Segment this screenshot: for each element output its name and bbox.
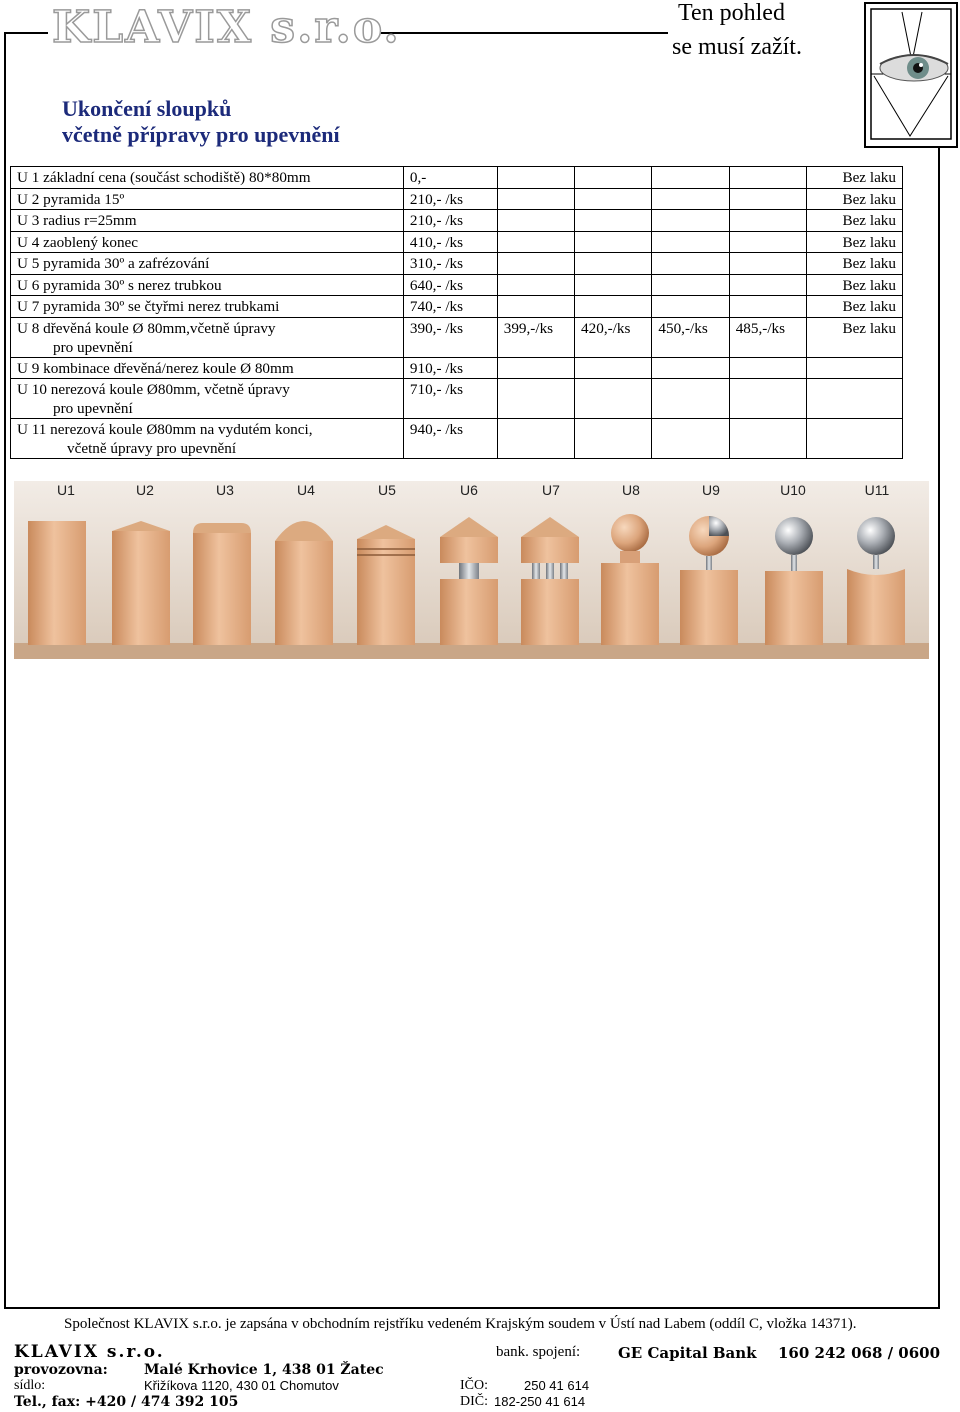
price-variant-cell [729,231,806,253]
item-name-cell [11,210,404,232]
post-u2 [112,521,170,645]
post-label: U2 [136,482,154,498]
table-row [11,296,903,318]
table-row [11,210,903,232]
item-name: U 5 pyramida 30º a zafrézování [17,255,210,272]
price-variant-cell: 420,-/ks [575,317,652,357]
ico-value: 250 41 614 [524,1378,590,1393]
price-variant-cell [729,419,806,459]
price-variant-cell [575,419,652,459]
item-name-cell [11,379,404,419]
item-name: U 7 pyramida 30º se čtyřmi nerez trubkami [17,298,280,315]
table-row [11,419,903,459]
table-row [11,317,903,357]
post-label: U4 [297,482,315,498]
finish-cell: Bez laku [807,253,903,275]
item-name: U 4 zaoblený konec [17,233,139,251]
price-cell: 940,- /ks [403,419,497,459]
price-cell: 0,- [403,167,497,189]
finish-cell [807,357,903,379]
price-variant-cell [575,296,652,318]
price-variant-cell [497,357,574,379]
finish-cell: Bez laku [807,274,903,296]
item-name-cell [11,231,404,253]
post-u3 [193,523,251,645]
finish-cell: Bez laku [807,296,903,318]
seat-address: Křižíkova 1120, 430 01 Chomutov [144,1378,339,1393]
title-line-2: včetně přípravy pro upevnění [62,122,340,147]
post-label: U3 [216,482,234,498]
item-name-continuation: pro upevnění [53,400,133,417]
item-name-continuation: včetně úpravy pro upevnění [67,440,237,457]
company-logo: KLAVIX s.r.o. [52,2,401,53]
price-cell: 640,- /ks [403,274,497,296]
frame-line [938,146,940,1308]
photo-shelf [14,643,929,659]
price-variant-cell [729,210,806,232]
price-cell: 310,- /ks [403,253,497,275]
price-variant-cell [729,274,806,296]
post-label: U8 [622,482,640,498]
price-variant-cell [575,231,652,253]
finish-cell: Bez laku [807,231,903,253]
table-row [11,253,903,275]
bank-label: bank. spojení: [496,1344,581,1360]
price-variant-cell [729,357,806,379]
price-variant-cell [729,379,806,419]
price-cell: 410,- /ks [403,231,497,253]
dic-value: 182-250 41 614 [494,1394,586,1409]
post-u6 [440,517,498,645]
phone-fax: Tel., fax: +420 / 474 392 105 [14,1394,239,1410]
price-cell: 210,- /ks [403,210,497,232]
price-variant-cell [652,167,729,189]
item-name-cell [11,317,404,357]
table-row [11,274,903,296]
registration-note: Společnost KLAVIX s.r.o. je zapsána v obchodním rejstříku vedeném Krajským soudem v Ústí nad Labem (oddíl C, vložka 14371). [64,1316,857,1332]
finish-cell: Bez laku [807,167,903,189]
finish-cell: Bez laku [807,188,903,210]
table-row [11,167,903,189]
price-variant-cell [729,253,806,275]
price-variant-cell [652,419,729,459]
finish-cell: Bez laku [807,317,903,357]
price-variant-cell [497,419,574,459]
price-variant-cell [575,274,652,296]
price-variant-cell [497,253,574,275]
item-name-cell [11,274,404,296]
item-name-cell [11,357,404,379]
product-photo [14,481,929,659]
post-label: U9 [702,482,720,498]
price-variant-cell [497,231,574,253]
item-name-cell [11,296,404,318]
price-variant-cell [652,274,729,296]
seat-label: sídlo: [14,1378,46,1393]
post-label: U1 [57,482,75,498]
item-name-cell [11,253,404,275]
item-name-continuation: pro upevnění [53,338,133,356]
price-variant-cell [729,167,806,189]
price-variant-cell [652,253,729,275]
price-cell: 210,- /ks [403,188,497,210]
finish-cell: Bez laku [807,210,903,232]
slogan-line-2: se musí zažít. [672,34,802,60]
price-variant-cell [497,274,574,296]
price-variant-cell [497,188,574,210]
post-label: U6 [460,482,478,498]
price-cell: 740,- /ks [403,296,497,318]
slogan-line-1: Ten pohled [678,0,785,26]
price-variant-cell: 399,-/ks [497,317,574,357]
footer-company: KLAVIX s.r.o. [14,1342,165,1362]
dic-label: DIČ: [460,1394,488,1409]
price-variant-cell [652,210,729,232]
price-cell: 390,- /ks [403,317,497,357]
price-variant-cell [575,188,652,210]
frame-line [4,1307,940,1309]
price-variant-cell [575,253,652,275]
price-variant-cell [729,296,806,318]
page-title [62,96,340,148]
price-variant-cell: 485,-/ks [729,317,806,357]
item-name: U 11 nerezová koule Ø80mm na vydutém konci, [17,421,313,438]
price-variant-cell [652,296,729,318]
price-variant-cell [652,357,729,379]
price-variant-cell [729,188,806,210]
bank-name: GE Capital Bank [618,1344,757,1362]
post-u4 [275,521,333,645]
post-label: U11 [864,482,890,498]
price-variant-cell [497,167,574,189]
post-u7 [521,517,579,645]
finish-cell [807,379,903,419]
item-name-cell [11,188,404,210]
post-u1 [28,521,86,645]
table-row [11,379,903,419]
table-row [11,357,903,379]
ico-label: IČO: [460,1378,488,1393]
price-variant-cell [497,210,574,232]
table-row [11,188,903,210]
item-name: U 9 kombinace dřevěná/nerez koule Ø 80mm [17,359,294,377]
post-u5 [357,525,415,645]
item-name: U 6 pyramida 30º s nerez trubkou [17,276,222,294]
price-variant-cell [575,167,652,189]
price-variant-cell [575,379,652,419]
frame-line [4,32,48,34]
price-variant-cell [652,188,729,210]
bank-account: 160 242 068 / 0600 [778,1344,941,1362]
price-variant-cell: 450,-/ks [652,317,729,357]
window-eye-icon [864,2,958,148]
price-variant-cell [497,296,574,318]
item-name: U 2 pyramida 15º [17,190,125,208]
post-label: U5 [378,482,396,498]
item-name: U 1 základní cena (součást schodiště) 80*80mm [17,169,311,186]
branch-label: provozovna: [14,1362,108,1378]
price-cell: 910,- /ks [403,357,497,379]
item-name: U 3 radius r=25mm [17,212,137,229]
item-name-cell [11,419,404,459]
price-variant-cell [652,379,729,419]
price-variant-cell [575,357,652,379]
frame-line [372,32,668,34]
item-name: U 10 nerezová koule Ø80mm, včetně úpravy [17,381,290,398]
branch-address: Malé Krhovice 1, 438 01 Žatec [144,1362,384,1378]
table-row [11,231,903,253]
price-variant-cell [652,231,729,253]
price-table [10,166,903,459]
item-name: U 8 dřevěná koule Ø 80mm,včetně úpravy [17,319,276,337]
finish-cell [807,419,903,459]
frame-line [4,32,6,1308]
price-variant-cell [497,379,574,419]
title-line-1: Ukončení sloupků [62,96,232,121]
price-cell: 710,- /ks [403,379,497,419]
post-label: U7 [542,482,560,498]
price-variant-cell [575,210,652,232]
post-label: U10 [780,482,806,498]
item-name-cell [11,167,404,189]
